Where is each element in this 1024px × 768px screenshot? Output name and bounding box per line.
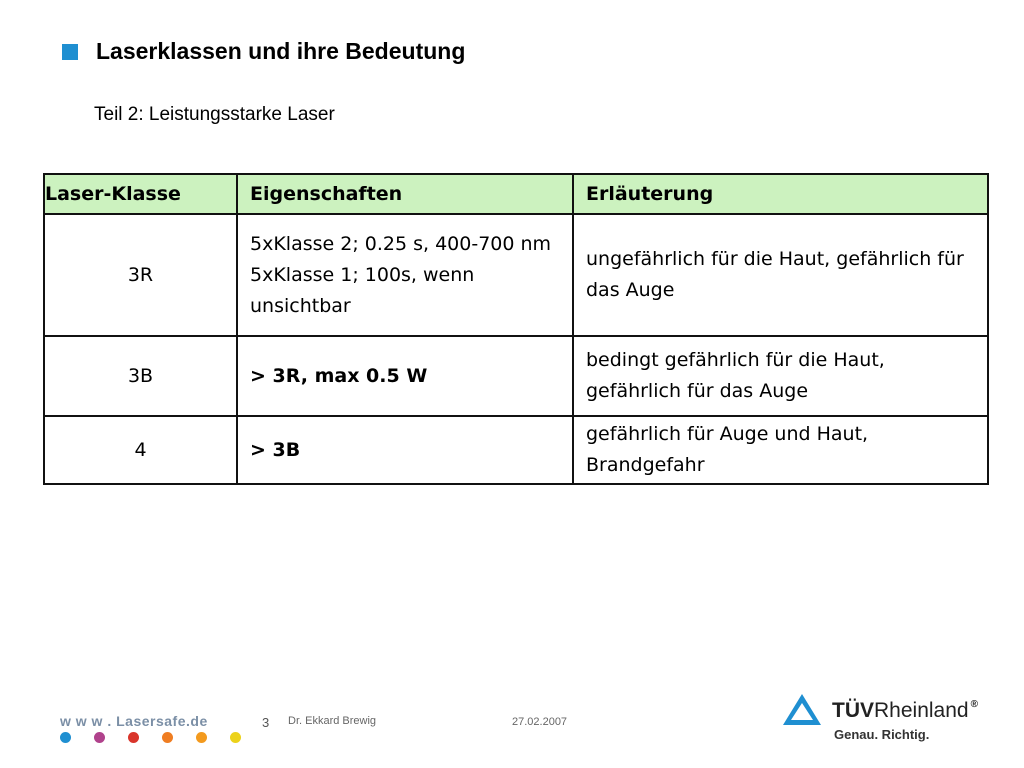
table-header-row (44, 174, 988, 214)
footer-author: Dr. Ekkard Brewig (288, 715, 377, 727)
footer-color-dots (60, 732, 264, 743)
eigenschaft-line: 5xKlasse 2; 0.25 s, 400-700 nm (250, 232, 552, 255)
cell-erlaeuterung: ungefährlich für die Haut, gefährlich für das Auge (573, 214, 988, 336)
cell-klasse: 3R (44, 214, 237, 336)
laser-class-table (43, 173, 989, 485)
cell-eigenschaften: > 3R, max 0.5 W (237, 336, 573, 416)
color-dot-icon (162, 732, 173, 743)
table-row (44, 416, 988, 484)
color-dot-icon (196, 732, 207, 743)
tuv-triangle-logo-icon (781, 692, 823, 728)
cell-erlaeuterung: bedingt gefährlich für die Haut, gefährlich für das Auge (573, 336, 988, 416)
footer-website: w w w . Lasersafe.de (60, 713, 208, 729)
cell-eigenschaften: > 3B (237, 416, 573, 484)
eigenschaft-line: 5xKlasse 1; 100s, wenn unsichtbar (250, 263, 475, 317)
logo-name-regular: Rheinland (874, 699, 969, 722)
color-dot-icon (230, 732, 241, 743)
header-erlaeuterung: Erläuterung (573, 174, 988, 214)
slide-subtitle: Teil 2: Leistungsstarke Laser (94, 104, 335, 125)
slide-title: Laserklassen und ihre Bedeutung (96, 38, 466, 64)
color-dot-icon (128, 732, 139, 743)
tuv-logo-name (832, 699, 978, 723)
color-dot-icon (60, 732, 71, 743)
logo-registered-mark: ® (970, 699, 978, 710)
page-number: 3 (262, 715, 270, 730)
cell-eigenschaften (237, 214, 573, 336)
cell-klasse: 4 (44, 416, 237, 484)
slide-title-row (62, 38, 465, 65)
table-row (44, 336, 988, 416)
header-laser-klasse: Laser-Klasse (44, 174, 237, 214)
logo-name-bold: TÜV (832, 699, 874, 722)
footer-date: 27.02.2007 (512, 716, 568, 728)
table-row (44, 214, 988, 336)
header-eigenschaften: Eigenschaften (237, 174, 573, 214)
title-bullet-square (62, 44, 78, 60)
cell-erlaeuterung: gefährlich für Auge und Haut, Brandgefahr (573, 416, 988, 484)
tuv-logo-tagline: Genau. Richtig. (834, 727, 930, 742)
color-dot-icon (94, 732, 105, 743)
cell-klasse: 3B (44, 336, 237, 416)
